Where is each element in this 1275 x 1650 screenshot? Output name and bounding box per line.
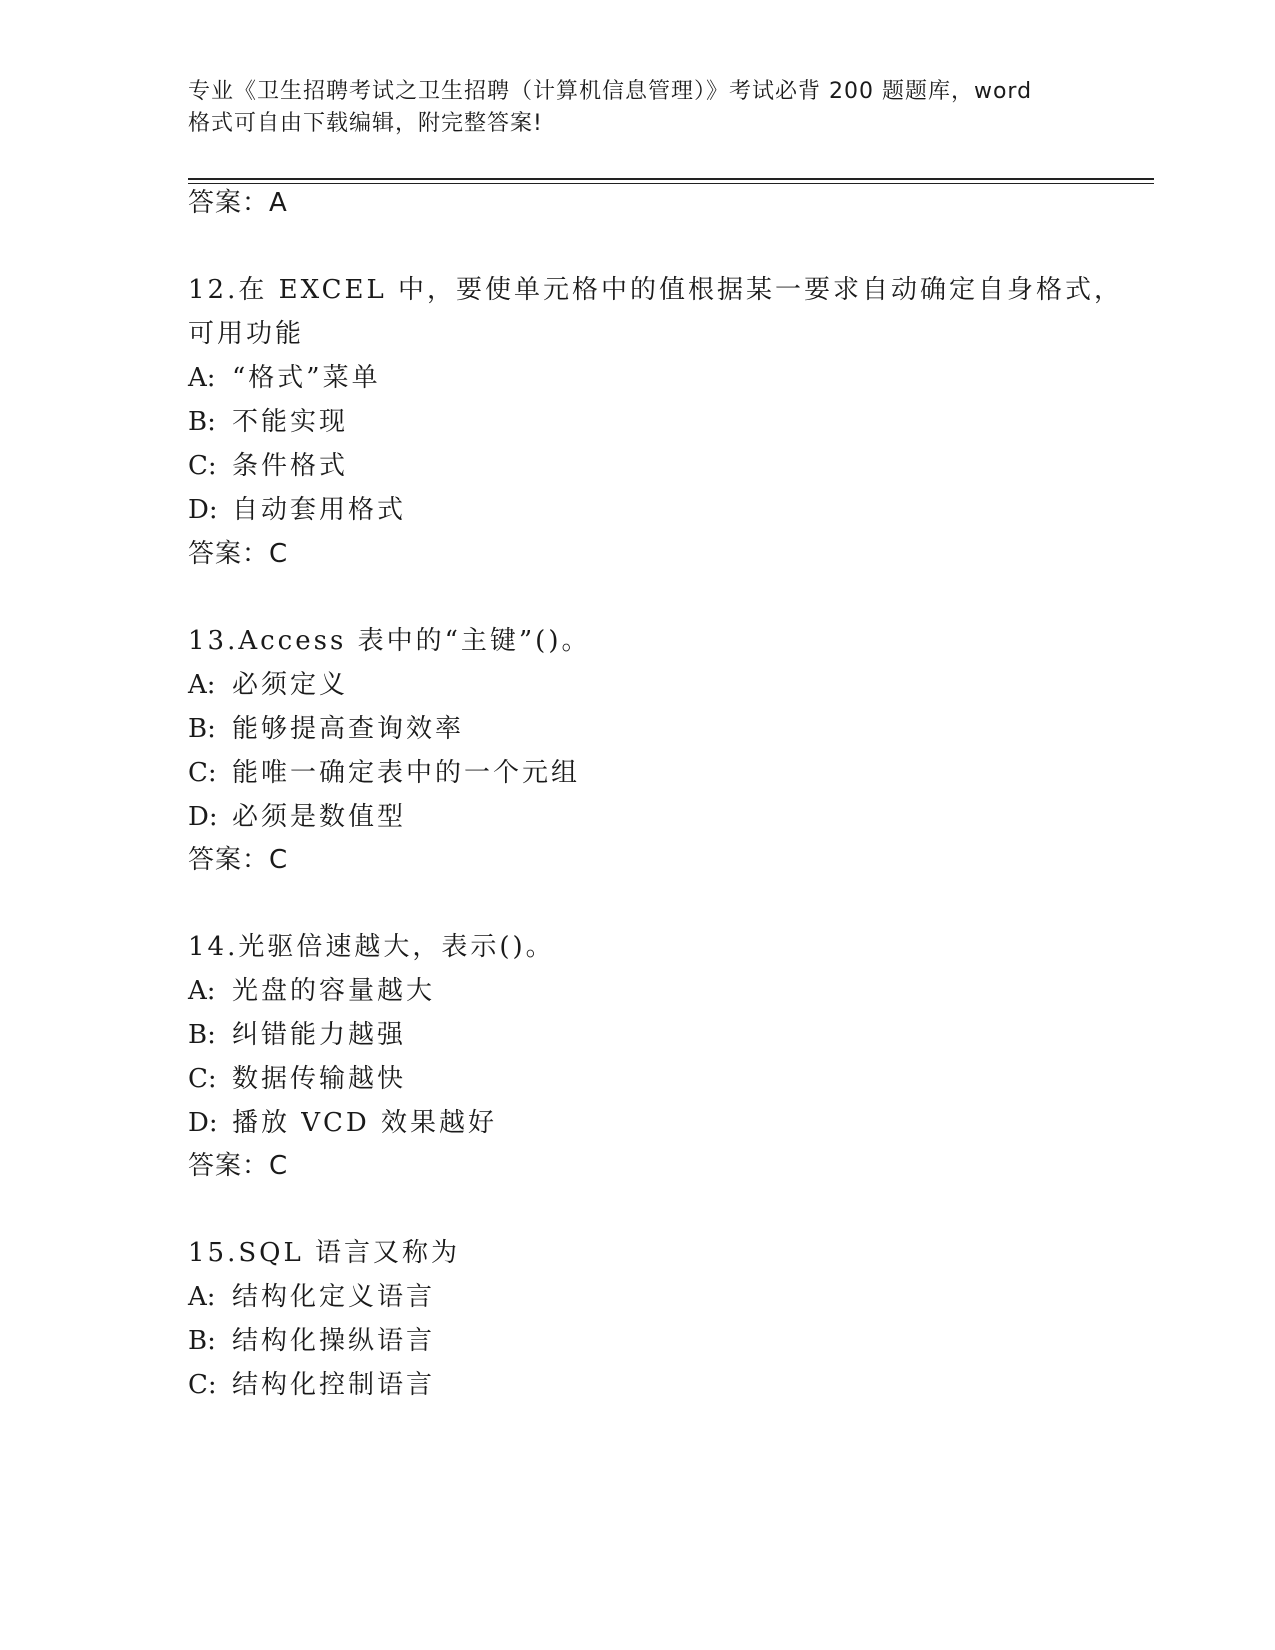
option-text: 不能实现: [232, 407, 349, 437]
q14-option-b: [188, 1018, 406, 1052]
option-text: 结构化操纵语言: [232, 1326, 436, 1356]
q13-option-c: [188, 756, 580, 790]
q12-option-b: [188, 405, 348, 439]
q15-option-a: [188, 1280, 435, 1314]
q12-stem-line2: 可用功能: [188, 319, 305, 349]
q13-answer: 答案：C: [188, 845, 289, 875]
q13-option-b: [188, 712, 464, 746]
option-text: 数据传输越快: [232, 1064, 407, 1094]
option-text: 必须是数值型: [232, 802, 407, 832]
option-letter: C:: [188, 1370, 217, 1400]
q14-stem: 14.光驱倍速越大，表示()。: [188, 932, 555, 962]
option-text: 结构化控制语言: [232, 1370, 436, 1400]
option-text: 必须定义: [232, 670, 349, 700]
option-letter: B:: [188, 407, 216, 437]
q14-option-d: [188, 1106, 497, 1140]
q13-stem: 13.Access 表中的“主键”()。: [188, 626, 591, 656]
q13-option-a: [188, 668, 348, 702]
q12-option-d: [188, 493, 406, 527]
option-letter: A:: [188, 670, 216, 700]
option-text: 纠错能力越强: [232, 1020, 407, 1050]
q12-option-c: [188, 449, 348, 483]
option-letter: B:: [188, 1020, 216, 1050]
option-text: 能唯一确定表中的一个元组: [232, 758, 581, 788]
option-letter: A:: [188, 1282, 216, 1312]
q15-option-c: [188, 1368, 435, 1402]
option-letter: C:: [188, 758, 217, 788]
option-text: “格式”菜单: [232, 363, 381, 393]
option-text: 能够提高查询效率: [232, 714, 465, 744]
option-text: 条件格式: [232, 451, 349, 481]
header-line-2: 格式可自由下载编辑，附完整答案!: [188, 111, 543, 136]
q14-option-a: [188, 974, 435, 1008]
option-letter: D:: [188, 802, 218, 832]
q12-answer: 答案：C: [188, 539, 289, 569]
option-letter: D:: [188, 1108, 218, 1138]
option-letter: C:: [188, 1064, 217, 1094]
q14-option-c: [188, 1062, 406, 1096]
option-letter: C:: [188, 451, 217, 481]
option-text: 播放 VCD 效果越好: [232, 1108, 498, 1138]
q15-option-b: [188, 1324, 435, 1358]
header-line-1: 专业《卫生招聘考试之卫生招聘（计算机信息管理）》考试必背 200 题题库，word: [188, 79, 1033, 104]
q13-option-d: [188, 800, 406, 834]
q14-answer: 答案：C: [188, 1151, 289, 1181]
header-divider-thick: [188, 178, 1154, 180]
option-text: 自动套用格式: [232, 495, 407, 525]
q12-stem-line1: 12.在 EXCEL 中，要使单元格中的值根据某一要求自动确定自身格式，: [188, 275, 1124, 305]
option-letter: A:: [188, 976, 216, 1006]
option-letter: D:: [188, 495, 218, 525]
q12-option-a: [188, 361, 381, 395]
option-letter: B:: [188, 714, 216, 744]
option-letter: B:: [188, 1326, 216, 1356]
option-text: 光盘的容量越大: [232, 976, 436, 1006]
option-text: 结构化定义语言: [232, 1282, 436, 1312]
document-header: [188, 76, 1088, 140]
option-letter: A:: [188, 363, 216, 393]
header-divider-thin: [188, 183, 1154, 184]
prev-answer: 答案：A: [188, 188, 288, 218]
q15-stem: 15.SQL 语言又称为: [188, 1238, 461, 1268]
